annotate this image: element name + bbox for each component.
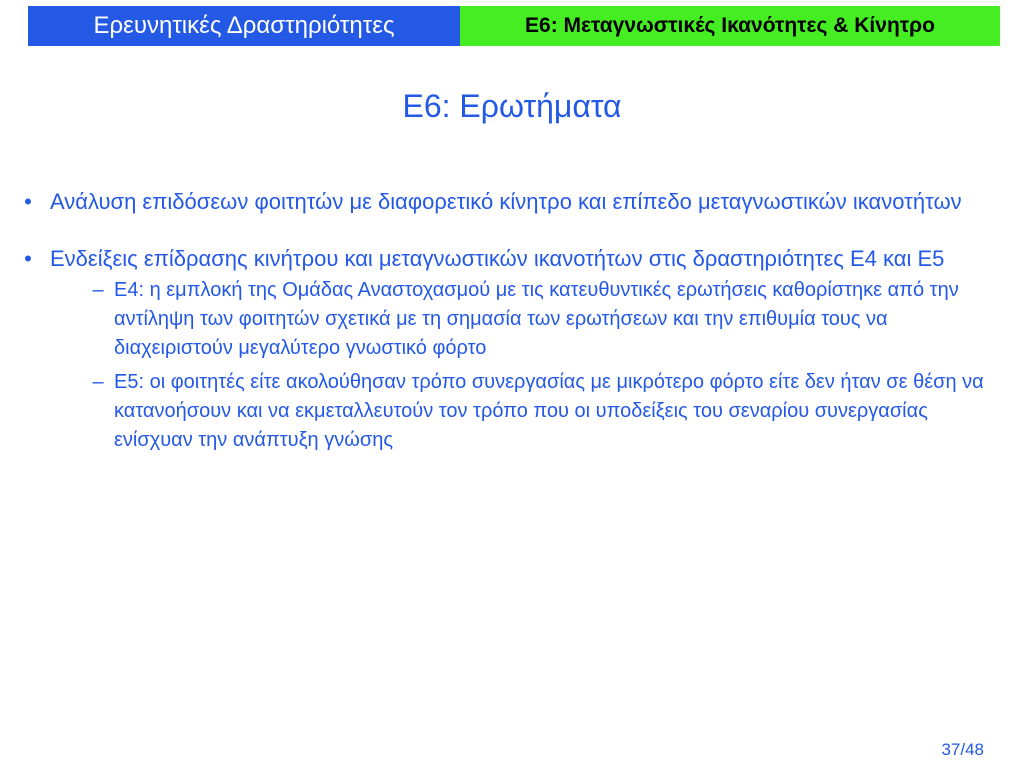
- sub-bullet-marker: –: [92, 371, 104, 393]
- bullet-item: [18, 186, 1008, 217]
- bullet-marker: •: [24, 189, 32, 214]
- topic-header: Ε6: Μεταγνωστικές Ικανότητες & Κίνητρο: [460, 6, 1000, 46]
- bullet-marker: •: [24, 246, 32, 271]
- sub-bullet-text: Ε4: η εμπλοκή της Ομάδας Αναστοχασμού με τις κατευθυντικές ερωτήσεις καθορίστηκε από την αντίληψη των φοιτητών σχετικά με τη σημασία των ερωτήσεων και την επιθυμία τους να διαχειριστούν μεγαλύτερο γνωστικό φόρτο: [114, 279, 959, 359]
- bullet-text: Ανάλυση επιδόσεων φοιτητών με διαφορετικό κίνητρο και επίπεδο μεταγνωστικών ικανοτήτων: [50, 189, 962, 214]
- sub-bullet-text: Ε5: οι φοιτητές είτε ακολούθησαν τρόπο συνεργασίας με μικρότερο φόρτο είτε δεν ήταν σε θέση να κατανοήσουν και να εκμεταλλευτούν τον τρόπο που οι υποδείξεις του σεναρίου συνεργασίας ενίσχυαν την ανάπτυξη γνώσης: [114, 371, 984, 451]
- sub-bullet-item: [50, 368, 1008, 455]
- sub-bullet-marker: –: [92, 279, 104, 301]
- slide-content: [18, 186, 1008, 481]
- sub-bullet-item: [50, 276, 1008, 363]
- slide-title: Ε6: Ερωτήματα: [402, 88, 622, 124]
- bullet-text: Ενδείξεις επίδρασης κινήτρου και μεταγνωστικών ικανοτήτων στις δραστηριότητες Ε4 και Ε5: [50, 246, 945, 271]
- sub-bullet-list: [50, 276, 1008, 455]
- page-number: 37/48: [941, 740, 984, 759]
- section-header: Ερευνητικές Δραστηριότητες: [28, 6, 460, 46]
- bullet-item: [18, 243, 1008, 455]
